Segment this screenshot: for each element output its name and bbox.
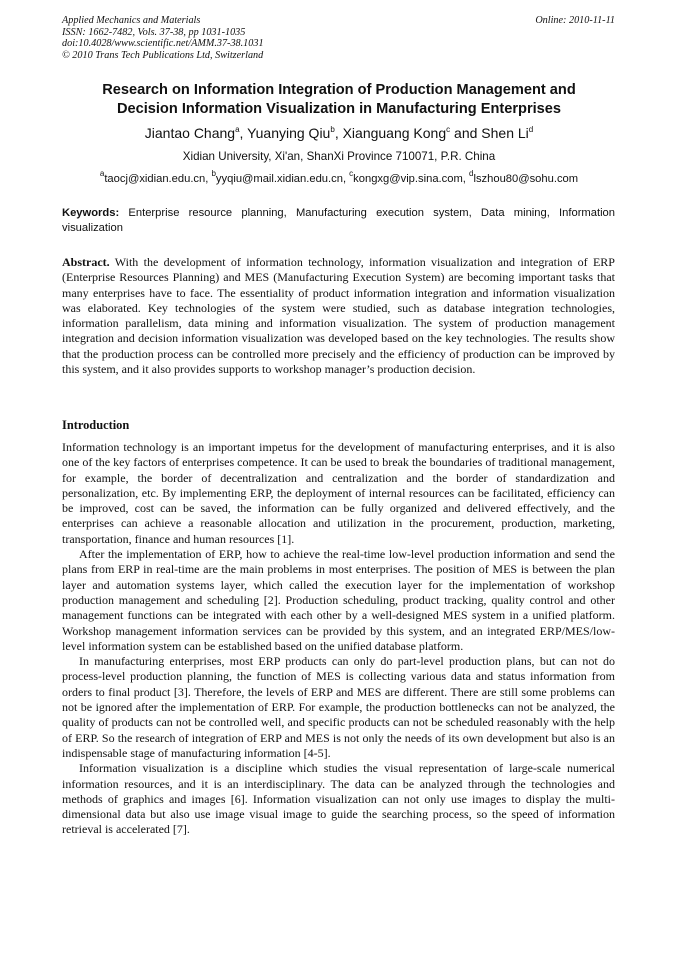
email-mark: b (211, 169, 216, 178)
section-heading-introduction: Introduction (62, 418, 130, 432)
author-affil-mark: a (235, 125, 240, 134)
paragraph: Information visualization is a discipline which studies the visual representation of large-scale numerical information resources, and it is an interdisciplinary. The data can be analyzed through the technologies and methods of graphics and images [6]. Information visualization can not only use images to display the multi-dimensional data but also use image visual image to guide the searching process, so the speed of information retrieval is accelerated [7]. (62, 761, 615, 837)
journal-issn: ISSN: 1662-7482, Vols. 37-38, pp 1031-1035 (62, 26, 246, 38)
author-affil-mark: c (446, 125, 451, 134)
author-separator: and (450, 125, 482, 141)
keywords-text: Enterprise resource planning, Manufacturing execution system, Data mining, Information visualization (62, 207, 616, 234)
keywords (62, 206, 615, 235)
email-address[interactable]: taocj@xidian.edu.cn (104, 173, 206, 185)
journal-name: Applied Mechanics and Materials (62, 15, 201, 26)
journal-info (62, 15, 264, 61)
author-affil-mark: b (330, 125, 335, 134)
paper-title (40, 81, 638, 119)
abstract-text: With the development of information technology, information visualization and integration of ERP (Enterprise Resources Planning) and MES (Manufacturing Execution System) are becoming important tasks that many enterprises have to face. The essentiality of product information integration and information visualization was elaborated. Key technologies of the system were studied, such as database integration technologies, information parallelism, data mining and information visualization. The system of production management integration and decision information visualization was developed based on the key technologies. The results show that the production process can be controlled more precisely and the efficiency of production can be improved by this system, and it also provides supports to workshop manager’s production decision. (62, 255, 615, 377)
introduction-body (62, 440, 615, 838)
paragraph: In manufacturing enterprises, most ERP products can only do part-level production plans, but can not do process-level production planning, the function of MES is collecting various data and status information from orders to final product [3]. Therefore, the levels of ERP and MES are different. There are still some problems can not be ignored after the implementation of ERP. For example, the production bottlenecks can not be analyzed, the quality of products can not be controlled well, and specific products can not be scheduled reasonably with the help of ERP. So the research of integration of ERP and MES is not only the needs of its own development but also is an indispensable stage of manufacturing information [4-5]. (62, 654, 615, 760)
email-address[interactable]: lszhou80@sohu.com (473, 173, 579, 185)
author-list (40, 124, 638, 142)
email-separator: , (342, 173, 350, 185)
email-address[interactable]: kongxg@vip.sina.com (353, 173, 463, 185)
title-line: Research on Information Integration of Production Management and (102, 82, 576, 98)
paragraph: After the implementation of ERP, how to achieve the real-time low-level production information and send the plans from ERP in real-time are the main problems in most enterprises. The position of MES is between the plan layer and automation systems layer, which called the execution layer for the implementation of workshop production management and scheduling [2]. Production scheduling, product tracking, quality control and other management functions can be integrated with each other by a well-designed MES system in a unified platform. Workshop management information services can be provided by this system, and an integrated ERP/MES/low-level information system can be established based on the unified database platform. (62, 547, 615, 653)
author-name: Jiantao Chang (144, 125, 236, 141)
title-line: Decision Information Visualization in Manufacturing Enterprises (116, 101, 562, 117)
journal-copyright: © 2010 Trans Tech Publications Ltd, Switzerland (62, 49, 264, 61)
author-separator: , (239, 125, 248, 141)
email-mark: d (469, 169, 474, 178)
author-separator: , (334, 125, 343, 141)
abstract (62, 255, 615, 377)
journal-doi: doi:10.4028/www.scientific.net/AMM.37-38.1031 (62, 38, 264, 50)
email-address[interactable]: yyqiu@mail.xidian.edu.cn (215, 173, 343, 185)
author-affil-mark: d (528, 125, 534, 134)
email-separator: , (205, 173, 212, 185)
email-list (40, 169, 638, 186)
email-mark: c (349, 169, 354, 178)
affiliation: Xidian University, Xi'an, ShanXi Province 710071, P.R. China (182, 150, 496, 163)
author-name: Yuanying Qiu (247, 125, 331, 141)
keywords-label: Keywords: (62, 207, 120, 219)
journal-header (62, 15, 615, 61)
author-name: Xianguang Kong (342, 125, 447, 141)
online-date: Online: 2010-11-11 (535, 15, 615, 26)
email-mark: a (99, 169, 105, 178)
abstract-label: Abstract. (62, 255, 110, 269)
author-name: Shen Li (481, 125, 529, 141)
paragraph: Information technology is an important impetus for the development of manufacturing enterprises, and it is also one of the key factors of enterprises competence. It can be used to break the boundaries of traditional management, for example, the border of decentralization and centralization and the border of standardization and personalization, etc. By implementing ERP, the deployment of internal resources can be facilitated, efficiency can be improved, cost can be saved, the information can be fully organized and delivered effectively, and the enterprises can achieve a reasonable allocation and utilization in the procurement, production, marketing, transportation, finance and human resources [1]. (62, 440, 615, 546)
email-separator: , (462, 173, 469, 185)
